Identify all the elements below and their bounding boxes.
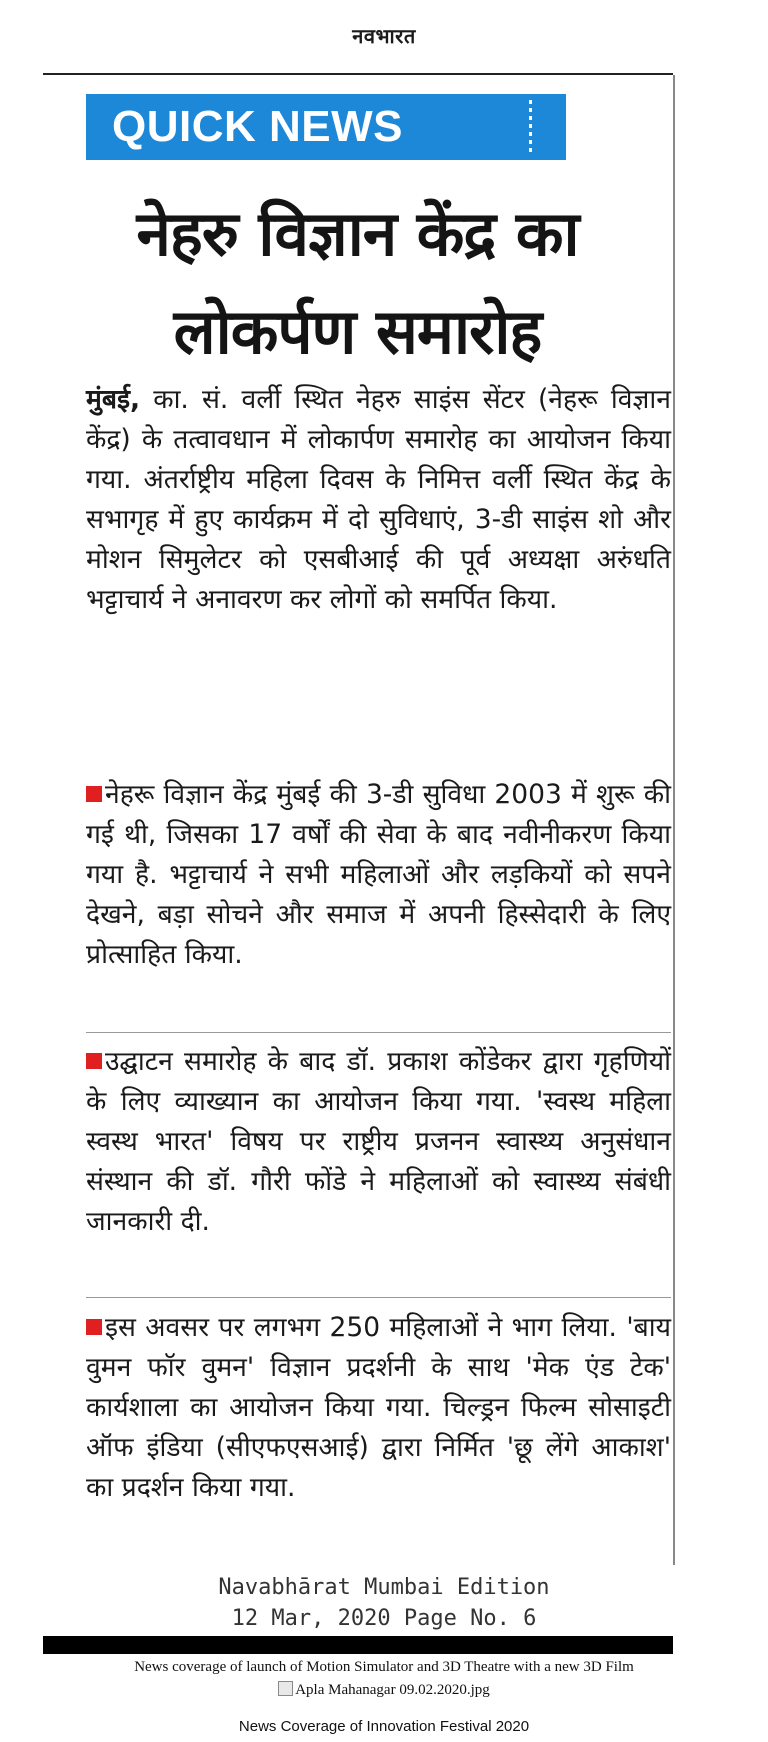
- headline-line-1: नेहरु विज्ञान केंद्र का: [136, 197, 579, 270]
- column-rule: [673, 75, 675, 1565]
- edition-name: Navabhārat Mumbai Edition: [218, 1575, 550, 1600]
- quick-news-label: QUICK NEWS: [112, 102, 403, 151]
- image-caption: News coverage of launch of Motion Simulator and 3D Theatre with a new 3D Film: [134, 1659, 634, 1675]
- paragraph-4-text: इस अवसर पर लगभग 250 महिलाओं ने भाग लिया. 'बाय वुमन फॉर वुमन' विज्ञान प्रदर्शनी के साथ 'मेक एंड टेक' कार्यशाला का आयोजन किया गया. चिल्ड्रन फिल्म सोसाइटी ऑफ इंडिया (सीएफएसआई) द्वारा निर्मित 'छू लेंगे आकाश' का प्रदर्शन किया गया.: [86, 1312, 671, 1503]
- paragraph-divider: [86, 1032, 671, 1033]
- dateline: मुंबई,: [86, 384, 141, 415]
- broken-image[interactable]: [0, 1681, 768, 1699]
- quick-news-banner: [86, 94, 566, 160]
- paragraph-1-text: का. सं. वर्ली स्थित नेहरु साइंस सेंटर (नेहरू विज्ञान केंद्र) के तत्वावधान में लोकार्पण समारोह का आयोजन किया गया. अंतर्राष्ट्रीय महिला दिवस के निमित्त वर्ली स्थित केंद्र के सभागृह में हुए कार्यक्रम में दो सुविधाएं, 3-डी साइंस शो और मोशन सिमुलेटर को एसबीआई की पूर्व अध्यक्षा अरुंधति भट्टाचार्य ने अनावरण कर लोगों को समर्पित किया.: [86, 384, 671, 615]
- innovation-festival-caption: News Coverage of Innovation Festival 2020: [238, 1718, 530, 1735]
- red-bullet-icon: [86, 786, 102, 802]
- article-headline: [45, 185, 670, 381]
- article-paragraph-3: [86, 1042, 671, 1242]
- broken-image-icon: [278, 1681, 293, 1696]
- paragraph-3-text: उद्घाटन समारोह के बाद डॉ. प्रकाश कोंडेकर द्वारा गृहणियों के लिए व्याख्यान का आयोजन किया गया. 'स्वस्थ महिला स्वस्थ भारत' विषय पर राष्ट्रीय प्रजनन स्वास्थ्य अनुसंधान संस्थान की डॉ. गौरी फोंडे ने महिलाओं को स्वास्थ्य संबंधी जानकारी दी.: [86, 1046, 671, 1237]
- newspaper-masthead: नवभारत: [352, 24, 416, 48]
- bottom-black-bar: [43, 1636, 673, 1654]
- paragraph-2-text: नेहरू विज्ञान केंद्र मुंबई की 3-डी सुविधा 2003 में शुरू की गई थी, जिसका 17 वर्षों की सेवा के बाद नवीनीकरण किया गया है. भट्टाचार्य ने सभी महिलाओं और लड़कियों को सपने देखने, बड़ा सोचने और समाज में अपनी हिस्सेदारी के लिए प्रोत्साहित किया.: [86, 779, 671, 970]
- broken-image-alt: Apla Mahanagar 09.02.2020.jpg: [295, 1682, 490, 1698]
- banner-dotted-divider: [529, 100, 532, 154]
- edition-date: 12 Mar, 2020 Page No. 6: [231, 1606, 537, 1631]
- red-bullet-icon: [86, 1319, 102, 1335]
- article-paragraph-2: [86, 775, 671, 975]
- article-paragraph-4: [86, 1308, 671, 1508]
- paragraph-divider: [86, 1297, 671, 1298]
- headline-line-2: लोकर्पण समारोह: [173, 295, 542, 368]
- red-bullet-icon: [86, 1053, 102, 1069]
- edition-info: [0, 1572, 768, 1634]
- article-paragraph-1: [86, 380, 671, 620]
- top-rule: [43, 73, 673, 75]
